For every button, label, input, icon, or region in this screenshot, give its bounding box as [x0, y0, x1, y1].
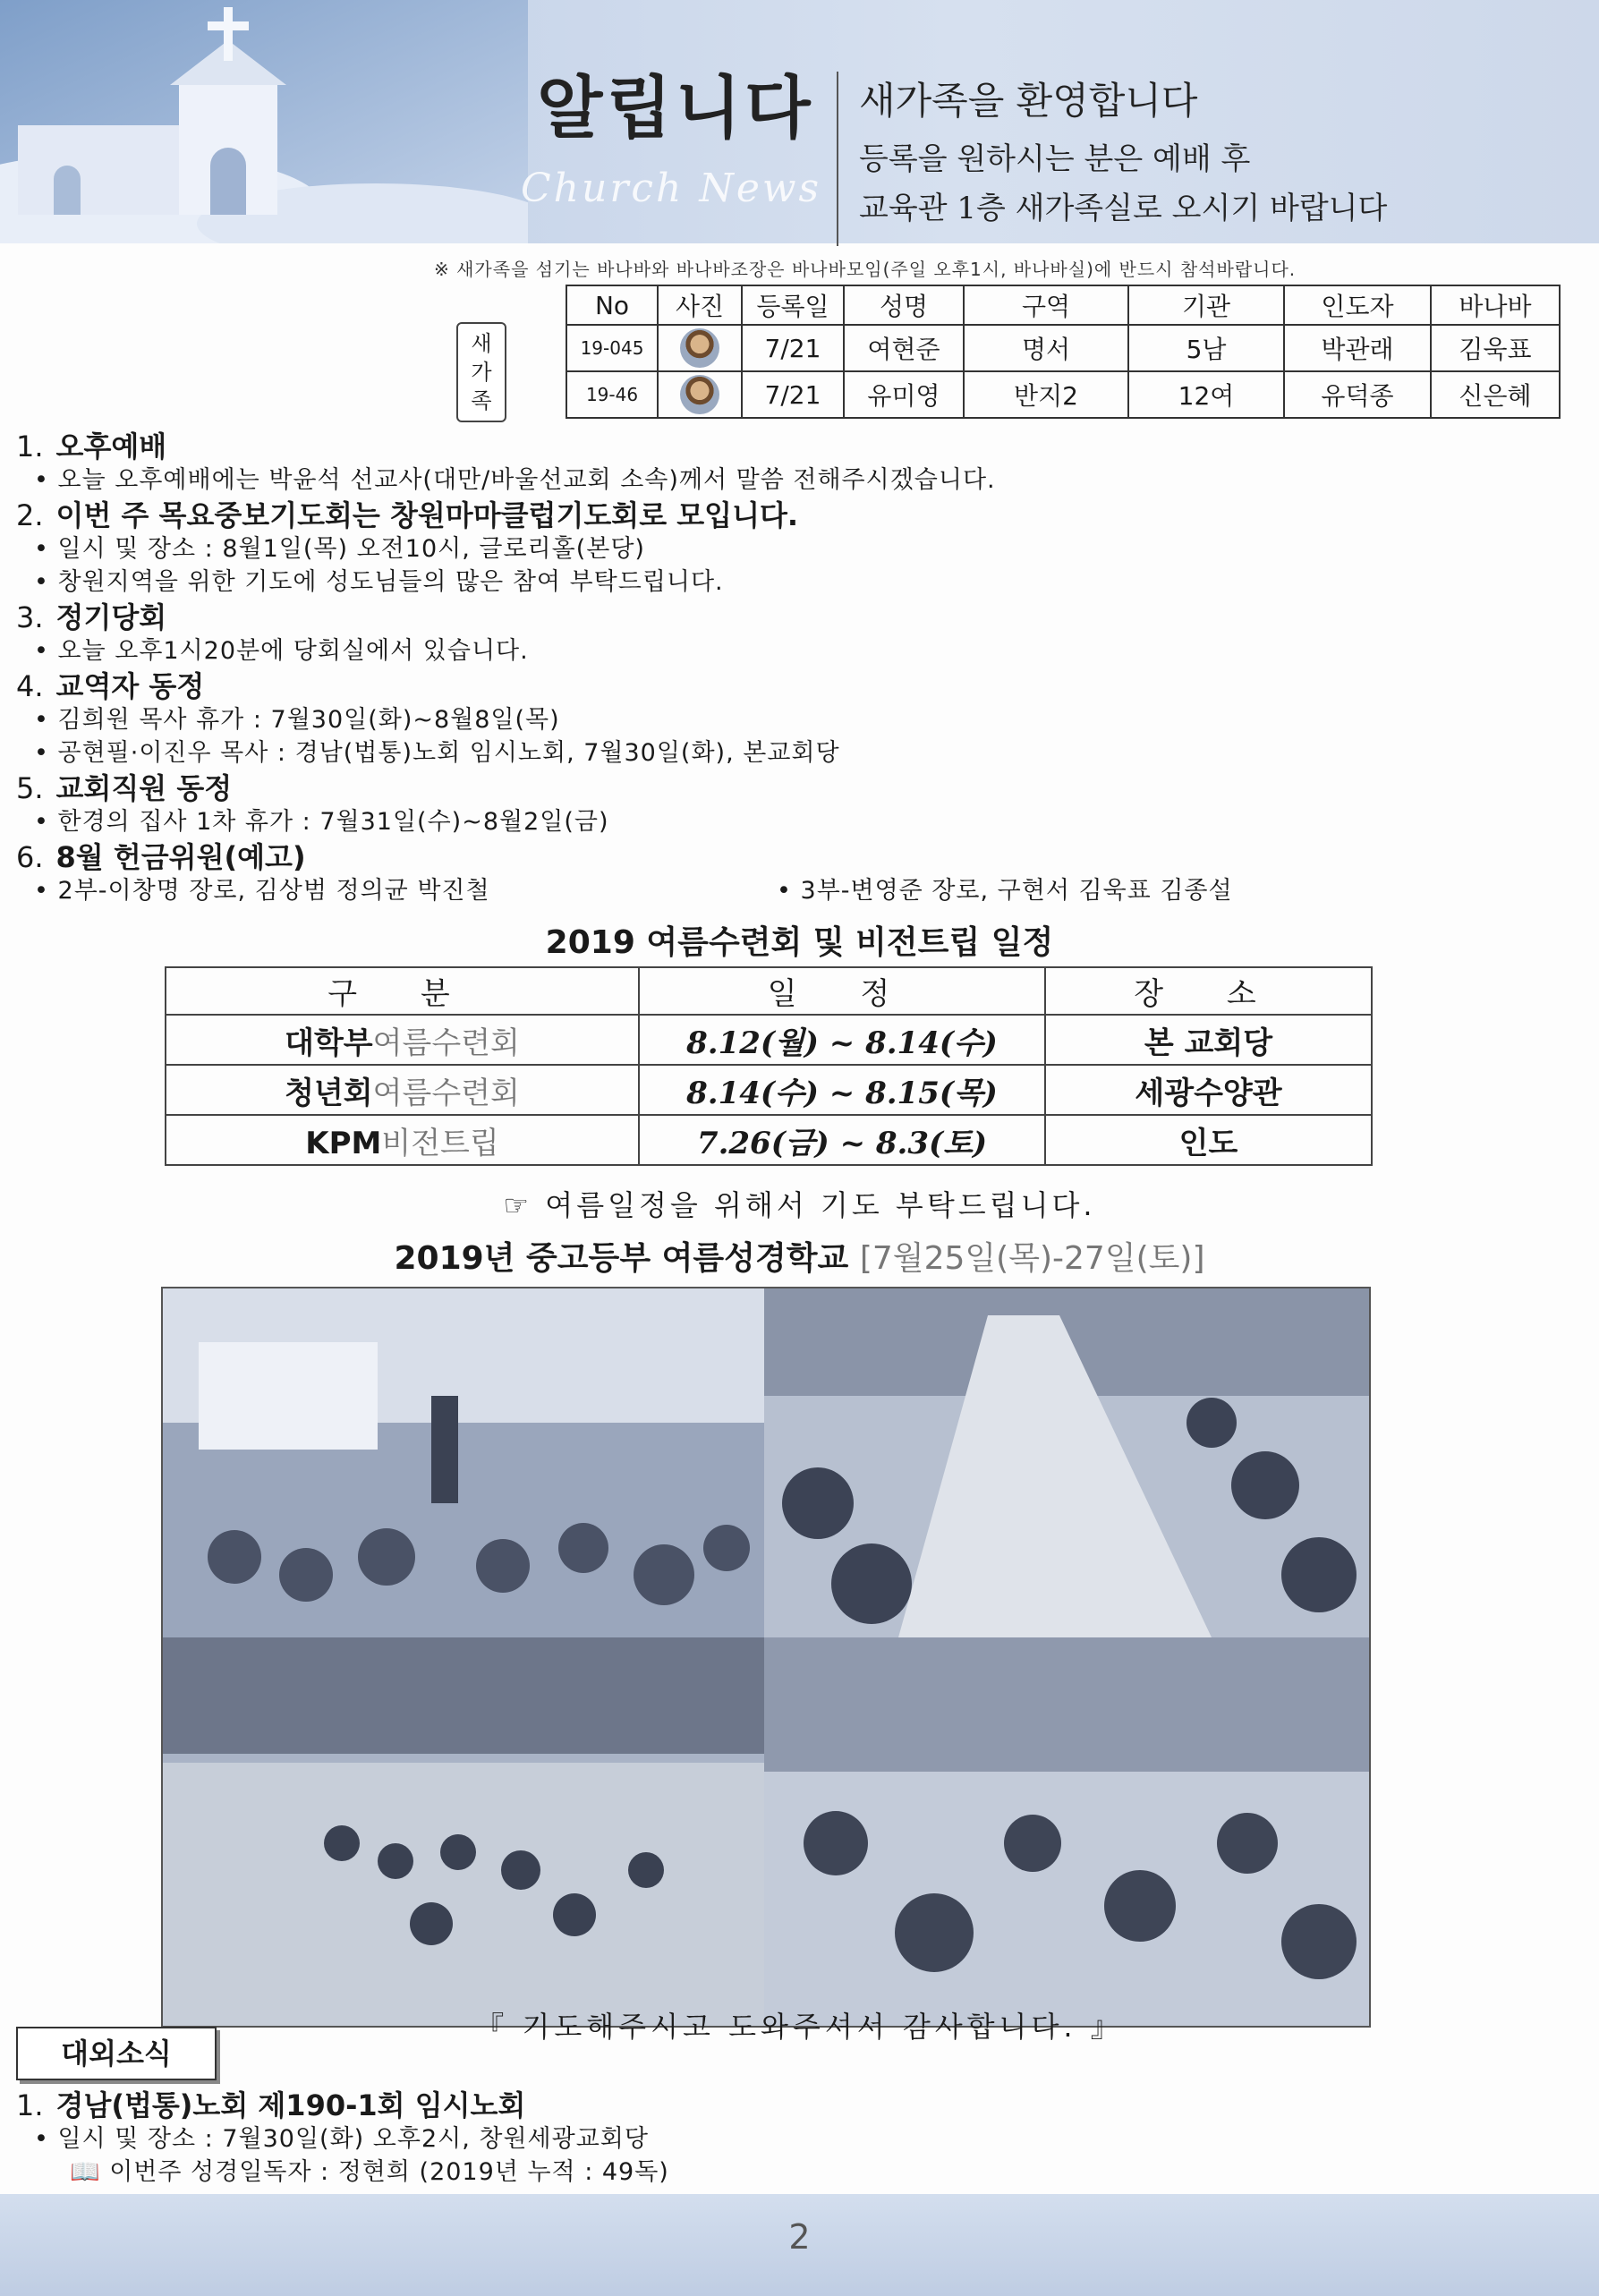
member-photo: [680, 375, 719, 414]
item-number: 2.: [16, 498, 44, 532]
item-number: 5.: [16, 771, 44, 805]
pool-photo: [163, 1637, 764, 2026]
book-icon: 📖: [70, 2158, 110, 2186]
announcement-list: [16, 428, 1573, 907]
announcement-bullet: • 창원지역을 위한 기도에 성도님들의 많은 참여 부탁드립니다.: [16, 565, 1573, 599]
column-header: 인도자: [1284, 285, 1431, 325]
item-title: 정기당회: [55, 600, 167, 634]
welcome-message-line1: 등록을 원하시는 분은 예배 후: [859, 141, 1251, 177]
item-number: 1.: [16, 2088, 44, 2122]
bible-reader-text: 이번주 성경일독자 : 정현희 (2019년 누적 : 49독): [109, 2158, 669, 2186]
schedule-table: [165, 966, 1373, 1166]
welcome-heading: 새가족을 환영합니다: [859, 79, 1198, 123]
vbs-title: [0, 1233, 1599, 1279]
barnabas-note: ※ 새가족을 섬기는 바나바와 바나바조장은 바나바모임(주일 오후1시, 바나바실)에 반드시 참석바랍니다.: [434, 259, 1297, 280]
table-row: [166, 1115, 1372, 1165]
cell-no: 19-045: [566, 325, 658, 371]
activity-photo: [764, 1637, 1369, 2026]
cell-area: 명서: [964, 325, 1128, 371]
cell-name: 여현준: [844, 325, 964, 371]
cell-barnabas: 김욱표: [1431, 325, 1560, 371]
new-family-table: [566, 285, 1561, 419]
photo-cell: [658, 371, 742, 418]
cell-name: 유미영: [844, 371, 964, 418]
announcement-bullet: • 일시 및 장소 : 8월1일(목) 오전10시, 글로리홀(본당): [16, 532, 1573, 565]
place-cell: 본 교회당: [1045, 1015, 1372, 1065]
announcement-heading: [16, 600, 1573, 634]
announcement-heading: [16, 840, 1573, 874]
announcement-bullet: • 김희원 목사 휴가 : 7월30일(화)~8월8일(목): [16, 703, 1573, 736]
dates-cell: 8.12(월) ~ 8.14(수): [639, 1015, 1045, 1065]
page-subtitle: Church News: [521, 166, 822, 211]
group-name: 청년회: [285, 1075, 373, 1111]
vbs-title-text: 2019년 중고등부 여름성경학교: [394, 1240, 849, 1277]
event-name: 비전트립: [381, 1125, 499, 1161]
column-header: 성명: [844, 285, 964, 325]
place-cell: 세광수양관: [1045, 1065, 1372, 1115]
announcement-heading: [16, 771, 1573, 805]
cell-date: 7/21: [742, 325, 844, 371]
badge-char: 족: [471, 388, 492, 413]
photo-cell: [658, 325, 742, 371]
announcement-bullet: • 오늘 오후예배에는 박윤석 선교사(대만/바울선교회 소속)께서 말씀 전해주시겠습니다.: [16, 463, 1573, 497]
external-news-label: 대외소식: [16, 2027, 217, 2080]
announcement-heading: [16, 429, 1573, 463]
badge-char: 새: [471, 331, 492, 356]
table-row: [166, 1015, 1372, 1065]
bible-reader-line: [16, 2156, 1573, 2189]
announcement-bullet: • 3부-변영준 장로, 구현서 김욱표 김종설: [759, 874, 1501, 907]
page-number: 2: [788, 2217, 811, 2257]
cell-guide: 박관래: [1284, 325, 1431, 371]
column-header: 등록일: [742, 285, 844, 325]
item-title: 오후예배: [55, 429, 167, 463]
announcement-bullet: • 일시 및 장소 : 7월30일(화) 오후2시, 창원세광교회당: [16, 2122, 1573, 2156]
group-name: KPM: [305, 1125, 382, 1161]
announcement-heading: [16, 2088, 1573, 2122]
column-header: 구 분: [166, 967, 639, 1015]
table-row: [566, 371, 1560, 418]
group-cell: [166, 1015, 639, 1065]
thanks-message: 『 기도해주시고 도와주셔서 감사합니다. 』: [475, 2010, 1124, 2044]
item-number: 6.: [16, 840, 44, 874]
header-banner: [0, 0, 1599, 243]
announcement-heading: [16, 669, 1573, 703]
meal-photo: [764, 1288, 1369, 1637]
item-title: 교역자 동정: [55, 669, 205, 703]
column-header: 바나바: [1431, 285, 1560, 325]
column-header: 기관: [1128, 285, 1284, 325]
item-title: 교회직원 동정: [55, 771, 233, 805]
cell-no: 19-46: [566, 371, 658, 418]
table-row: [566, 325, 1560, 371]
schedule-title: 2019 여름수련회 및 비전트립 일정: [545, 924, 1054, 961]
event-name: 여름수련회: [372, 1025, 520, 1061]
cell-org: 12여: [1128, 371, 1284, 418]
announcement-bullet: • 오늘 오후1시20분에 당회실에서 있습니다.: [16, 634, 1573, 668]
item-title: 경남(법통)노회 제190-1회 임시노회: [55, 2088, 526, 2122]
group-cell: [166, 1115, 639, 1165]
vbs-dates: [7월25일(목)-27일(토)]: [859, 1240, 1205, 1277]
member-photo: [680, 328, 719, 368]
dates-cell: 8.14(수) ~ 8.15(목): [639, 1065, 1045, 1115]
welcome-message-line2: 교육관 1층 새가족실로 오시기 바랍니다: [859, 191, 1388, 226]
announcement-heading: [16, 498, 1573, 532]
header-divider: [837, 72, 838, 246]
item-number: 3.: [16, 600, 44, 634]
page-title: 알립니다: [537, 68, 814, 148]
group-name: 대학부: [285, 1025, 373, 1061]
item-title: 8월 헌금위원(예고): [55, 840, 306, 874]
external-news: [16, 2087, 1573, 2189]
column-header: 사진: [658, 285, 742, 325]
column-header: 장 소: [1045, 967, 1372, 1015]
announcement-bullet: • 2부-이창명 장로, 김상범 정의균 박진철: [16, 874, 759, 907]
badge-char: 가: [471, 360, 492, 385]
column-header: 일 정: [639, 967, 1045, 1015]
item-number: 4.: [16, 669, 44, 703]
event-name: 여름수련회: [372, 1075, 520, 1111]
vbs-photo-collage: [161, 1287, 1371, 2028]
worship-photo: [163, 1288, 764, 1637]
cell-org: 5남: [1128, 325, 1284, 371]
new-family-badge: [456, 322, 506, 422]
place-cell: 인도: [1045, 1115, 1372, 1165]
announcement-bullet: • 한경의 집사 1차 휴가 : 7월31일(수)~8월2일(금): [16, 805, 1573, 838]
column-header: 구역: [964, 285, 1128, 325]
table-row: [166, 1065, 1372, 1115]
column-header: No: [566, 285, 658, 325]
cell-guide: 유덕종: [1284, 371, 1431, 418]
offering-row: [16, 874, 1573, 907]
church-illustration-icon: [0, 0, 528, 243]
dates-cell: 7.26(금) ~ 8.3(토): [639, 1115, 1045, 1165]
item-title: 이번 주 목요중보기도회는 창원마마클럽기도회로 모입니다.: [55, 498, 799, 532]
item-number: 1.: [16, 429, 44, 463]
announcement-bullet: • 공현필·이진우 목사 : 경남(법통)노회 임시노회, 7월30일(화), 본교회당: [16, 736, 1573, 770]
prayer-request: ☞ 여름일정을 위해서 기도 부탁드립니다.: [503, 1188, 1096, 1222]
cell-date: 7/21: [742, 371, 844, 418]
table-header-row: [166, 967, 1372, 1015]
table-header-row: [566, 285, 1560, 325]
cell-area: 반지2: [964, 371, 1128, 418]
group-cell: [166, 1065, 639, 1115]
cell-barnabas: 신은혜: [1431, 371, 1560, 418]
